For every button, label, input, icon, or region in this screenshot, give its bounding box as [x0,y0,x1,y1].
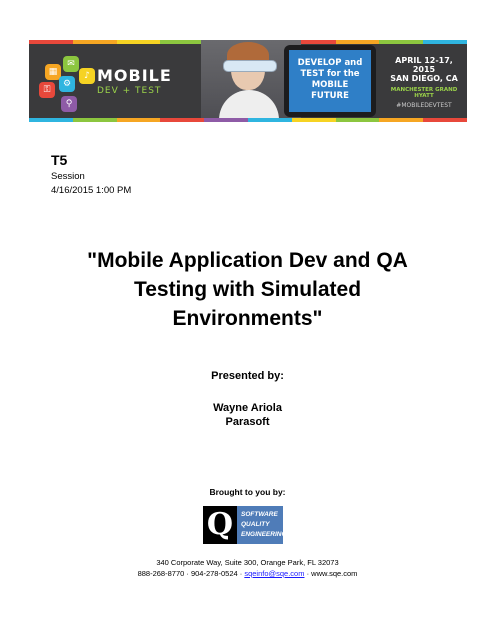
app-icons-cluster [39,56,99,114]
contact-web: · www.sqe.com [304,569,358,578]
session-type: Session [51,171,85,182]
music-icon: ♪ [79,68,95,84]
title-line: Testing with Simulated [133,278,362,301]
email-link[interactable]: sqeinfo@sqe.com [244,569,305,578]
gear-icon: ⚙ [59,76,75,92]
contact-phones: 888-268-8770 · 904-278-0524 · [137,569,245,578]
brought-by-label: Brought to you by: [209,487,286,497]
conference-banner [29,40,467,122]
logo-text-box: SOFTWARE QUALITY ENGINEERING [237,506,283,544]
banner-color-stripe-bottom [29,118,467,122]
contact-line [0,568,495,579]
location-icon: ⚲ [61,96,77,112]
presented-by-label: Presented by: [211,370,284,382]
contact-info [0,557,495,579]
tablet-screen-text: DEVELOP and TEST for the MOBILE FUTURE [289,50,371,112]
event-city: SAN DIEGO, CA [390,74,458,83]
title-line: "Mobile Application Dev and QA [87,249,408,272]
session-code: T5 [51,152,68,168]
contact-address: 340 Corporate Way, Suite 300, Orange Park, FL 32073 [156,558,339,567]
presenter-company: Parasoft [225,416,270,428]
presentation-title [0,246,495,333]
tablet-graphic [284,45,376,117]
session-info [51,152,131,196]
chat-icon: ✉ [63,56,79,72]
brand-title: MOBILE [97,66,172,85]
presenter-name: Wayne Ariola [213,402,282,414]
event-hashtag: #MOBILEDEVTEST [396,102,452,109]
brand-subtitle: DEV + TEST [97,86,162,96]
session-datetime: 4/16/2015 1:00 PM [51,185,132,196]
event-details [384,56,464,109]
lock-icon: ⚿ [39,82,55,98]
event-dates: APRIL 12-17, 2015 [395,56,453,74]
presenter-block [0,401,495,429]
calendar-icon: ▦ [45,64,61,80]
title-line: Environments" [172,307,323,330]
event-venue: MANCHESTER GRAND HYATT [390,87,458,99]
sqe-logo [203,506,287,544]
conference-brand [97,66,172,96]
logo-q-letter: Q [203,506,237,544]
